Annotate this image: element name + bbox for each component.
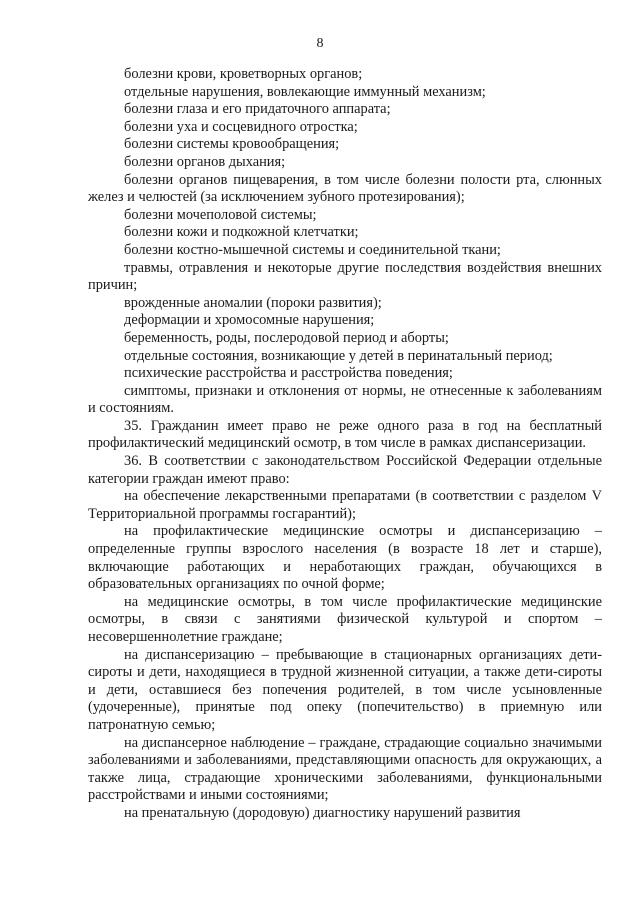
paragraph-36: 36. В соответствии с законодательством Российской Федерации отдельные категории граждан имеют право:	[88, 453, 602, 487]
right-dispensary-observation: на диспансерное наблюдение – граждане, страдающие социально значимыми заболеваниями и заболеваниями, представляющими опасность для окружающих, а также лица, страдающие хроническими заболеваниями, функциональными расстройствами и иными состояниями;	[88, 734, 602, 804]
disease-list-item: болезни органов дыхания;	[124, 153, 286, 170]
disease-list-item: врожденные аномалии (пороки развития);	[124, 294, 382, 311]
disease-list-item: деформации и хромосомные нарушения;	[124, 312, 375, 329]
right-orphans-dispensarization: на диспансеризацию – пребывающие в стационарных организациях дети-сироты и дети, находящиеся в трудной жизненной ситуации, а также дети-сироты и дети, оставшиеся без попечения родителей, в том числе усыновленные (удочеренные), принятые под опеку (попечительство) в приемную или патронатную семью;	[88, 646, 602, 733]
disease-list-item: болезни крови, кроветворных органов;	[124, 66, 363, 82]
disease-list-item: беременность, роды, послеродовой период и аборты;	[124, 329, 449, 346]
disease-list-item: симптомы, признаки и отклонения от нормы, не отнесенные к заболеваниям и состояниям.	[88, 382, 602, 417]
disease-list-item: болезни мочеполовой системы;	[124, 206, 317, 223]
disease-list-item: болезни кожи и подкожной клетчатки;	[124, 224, 359, 241]
disease-list-item: травмы, отравления и некоторые другие последствия воздействия внешних причин;	[88, 259, 602, 294]
disease-list-item: болезни костно-мышечной системы и соединительной ткани;	[124, 241, 501, 258]
page-number: 8	[316, 36, 324, 51]
disease-list-item: болезни уха и сосцевидного отростка;	[124, 118, 358, 135]
disease-list-item: болезни органов пищеварения, в том числе болезни полости рта, слюнных желез и челюстей (за исключением зубного протезирования);	[88, 171, 602, 206]
disease-list-item: психические расстройства и расстройства поведения;	[124, 365, 453, 382]
disease-list-item: болезни глаза и его придаточного аппарата;	[124, 101, 391, 118]
right-sports-exams: на медицинские осмотры, в том числе профилактические медицинские осмотры, в связи с занятиями физической культурой и спортом – несовершеннолетние граждане;	[88, 593, 602, 645]
document-body	[88, 66, 602, 823]
disease-list-item: болезни системы кровообращения;	[124, 136, 340, 153]
disease-list-item: отдельные состояния, возникающие у детей в перинатальный период;	[124, 347, 553, 364]
right-medicines: на обеспечение лекарственными препаратами (в соответствии с разделом V Территориальной программы госгарантий);	[88, 488, 602, 522]
paragraph-35: 35. Гражданин имеет право не реже одного раза в год на бесплатный профилактический медицинский осмотр, в том числе в рамках диспансеризации.	[88, 417, 602, 452]
right-preventive-exams: на профилактические медицинские осмотры и диспансеризацию – определенные группы взрослого населения (в возрасте 18 лет и старше), включающие работающих и неработающих граждан, обучающихся в образовательных организациях по очной форме;	[88, 523, 602, 593]
disease-list-item: отдельные нарушения, вовлекающие иммунный механизм;	[124, 83, 486, 100]
right-prenatal-diagnostics: на пренатальную (дородовую) диагностику нарушений развития	[124, 804, 521, 821]
